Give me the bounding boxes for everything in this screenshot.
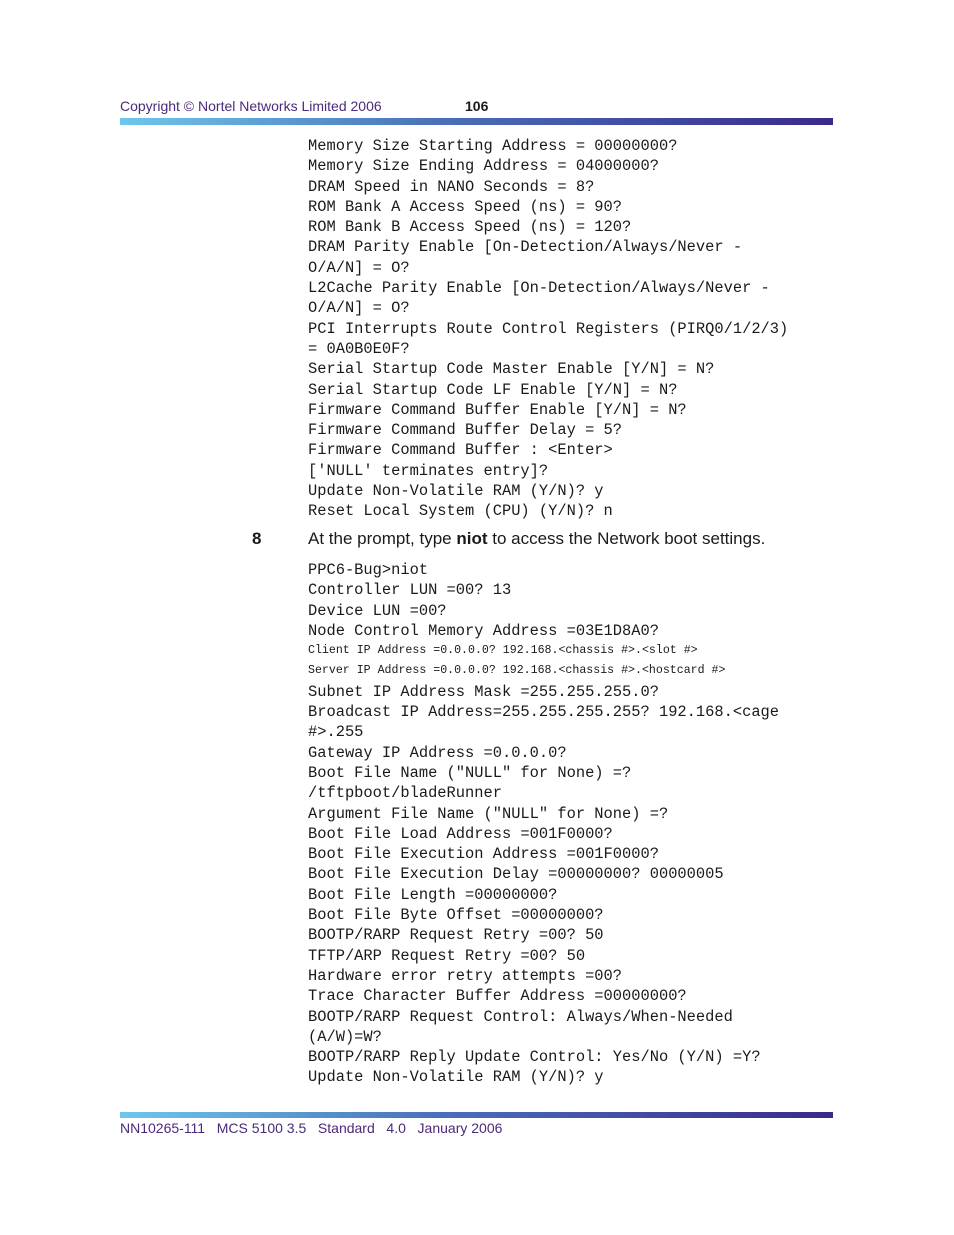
header-copyright: Copyright © Nortel Networks Limited 2006 xyxy=(120,98,382,114)
code-line: Boot File Load Address =001F0000? xyxy=(308,824,613,843)
code-line: DRAM Parity Enable [On-Detection/Always/Never - xyxy=(308,238,743,257)
page-number: 106 xyxy=(465,98,489,114)
code-line: Controller LUN =00? 13 xyxy=(308,581,512,600)
code-line: = 0A0B0E0F? xyxy=(308,339,410,358)
footer-text: NN10265-111 MCS 5100 3.5 Standard 4.0 January 2006 xyxy=(120,1120,503,1136)
code-line: Node Control Memory Address =03E1D8A0? xyxy=(308,621,659,640)
code-line: ROM Bank B Access Speed (ns) = 120? xyxy=(308,218,632,237)
code-line: TFTP/ARP Request Retry =00? 50 xyxy=(308,946,586,965)
code-line: O/A/N] = O? xyxy=(308,299,410,318)
code-line: Memory Size Starting Address = 00000000? xyxy=(308,137,678,155)
code-line: Update Non-Volatile RAM (Y/N)? y xyxy=(308,482,604,501)
code-line: Update Non-Volatile RAM (Y/N)? y xyxy=(308,1068,604,1087)
code-line: Trace Character Buffer Address =00000000? xyxy=(308,987,687,1006)
header-divider xyxy=(120,118,833,125)
code-line: Argument File Name ("NULL" for None) =? xyxy=(308,804,669,823)
code-line: Gateway IP Address =0.0.0.0? xyxy=(308,743,567,762)
code-line: /tftpboot/bladeRunner xyxy=(308,784,502,803)
code-line: Reset Local System (CPU) (Y/N)? n xyxy=(308,502,613,521)
step-text-before: At the prompt, type xyxy=(308,529,457,548)
code-line: Boot File Execution Address =001F0000? xyxy=(308,845,659,864)
code-block-network-boot xyxy=(308,560,833,1088)
code-line: Firmware Command Buffer : <Enter> xyxy=(308,441,613,460)
code-line: Firmware Command Buffer Enable [Y/N] = N? xyxy=(308,400,687,419)
step-number: 8 xyxy=(252,529,262,548)
step-8 xyxy=(0,529,954,553)
step-instruction xyxy=(308,529,765,549)
code-line: PCI Interrupts Route Control Registers (PIRQ0/1/2/3) xyxy=(308,319,789,338)
step-command: niot xyxy=(456,529,488,548)
code-line: ROM Bank A Access Speed (ns) = 90? xyxy=(308,197,623,216)
code-line: DRAM Speed in NANO Seconds = 8? xyxy=(308,177,595,196)
code-line: Memory Size Ending Address = 04000000? xyxy=(308,157,659,176)
code-line: O/A/N] = O? xyxy=(308,258,410,277)
code-line: Firmware Command Buffer Delay = 5? xyxy=(308,421,623,440)
code-line: Hardware error retry attempts =00? xyxy=(308,966,623,985)
code-line: (A/W)=W? xyxy=(308,1027,382,1046)
code-line: Boot File Execution Delay =00000000? 00000005 xyxy=(308,865,724,884)
code-line: Serial Startup Code Master Enable [Y/N] = N? xyxy=(308,360,715,379)
code-line: Client IP Address =0.0.0.0? 192.168.<chassis #>.<slot #> xyxy=(308,644,698,658)
code-line: Broadcast IP Address=255.255.255.255? 192.168.<cage xyxy=(308,703,780,722)
code-line: Serial Startup Code LF Enable [Y/N] = N? xyxy=(308,380,678,399)
code-line: Server IP Address =0.0.0.0? 192.168.<chassis #>.<hostcard #> xyxy=(308,664,726,678)
code-line: ['NULL' terminates entry]? xyxy=(308,461,549,480)
code-line: L2Cache Parity Enable [On-Detection/Always/Never - xyxy=(308,279,770,298)
code-line: Boot File Length =00000000? xyxy=(308,885,558,904)
code-line: Boot File Name ("NULL" for None) =? xyxy=(308,763,632,782)
code-line: BOOTP/RARP Request Control: Always/When-Needed xyxy=(308,1007,733,1026)
code-line: Boot File Byte Offset =00000000? xyxy=(308,906,604,925)
code-line: Device LUN =00? xyxy=(308,601,447,620)
step-text-after: to access the Network boot settings. xyxy=(487,529,766,548)
code-line: Subnet IP Address Mask =255.255.255.0? xyxy=(308,682,659,701)
code-line: PPC6-Bug>niot xyxy=(308,561,429,579)
code-block-bios-settings xyxy=(308,136,833,522)
code-line: #>.255 xyxy=(308,723,364,742)
code-line: BOOTP/RARP Request Retry =00? 50 xyxy=(308,926,604,945)
footer-divider xyxy=(120,1112,833,1118)
code-line: BOOTP/RARP Reply Update Control: Yes/No (Y/N) =Y? xyxy=(308,1048,761,1067)
